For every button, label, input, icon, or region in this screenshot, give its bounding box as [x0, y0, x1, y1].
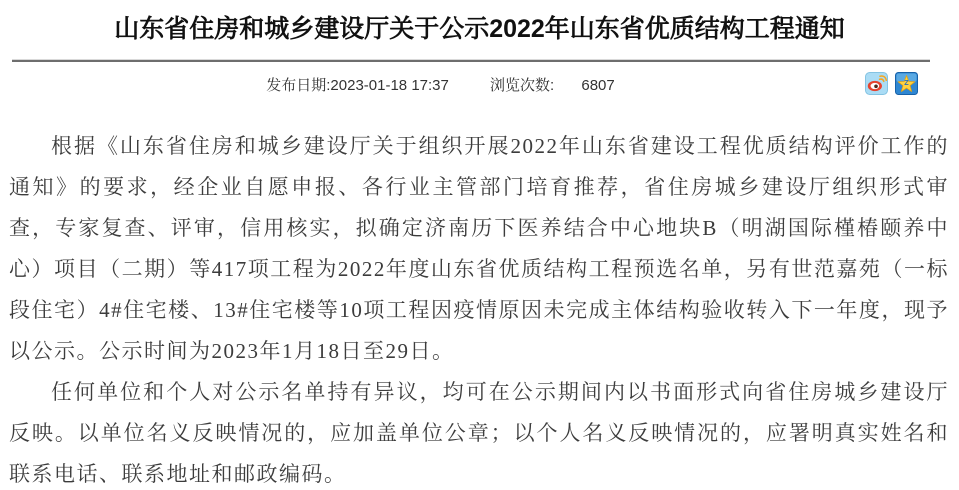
qzone-icon [895, 72, 918, 95]
notice-body [9, 126, 949, 490]
page-title: 山东省住房和城乡建设厅关于公示2022年山东省优质结构工程通知 [114, 15, 845, 43]
weibo-icon [865, 72, 888, 95]
view-count-label: 浏览次数: [490, 77, 555, 94]
notice-paragraph-2: 任何单位和个人对公示名单持有异议，均可在公示期间内以书面形式向省住房城乡建设厅反映。以单位名义反映情况的，应加盖单位公章；以个人名义反映情况的，应署明真实姓名和联系电话、联系地址和邮政编码。 [9, 380, 949, 486]
view-count-value: 6807 [581, 77, 615, 94]
meta-row [0, 73, 959, 99]
notice-paragraph-1: 根据《山东省住房和城乡建设厅关于组织开展2022年山东省建设工程优质结构评价工作的通知》的要求，经企业自愿申报、各行业主管部门培育推荐，省住房城乡建设厅组织形式审查，专家复查、评审，信用核实，拟确定济南历下医养结合中心地块B（明湖国际槿椿颐养中心）项目（二期）等417项工程为2022年度山东省优质结构工程预选名单，另有世范嘉苑（一标段住宅）4#住宅楼、13#住宅楼等10项工程因疫情原因未完成主体结构验收转入下一年度，现予以公示。公示时间为2023年1月18日至29日。 [9, 134, 949, 363]
svg-text:Z: Z [904, 79, 909, 88]
weibo-share-icon[interactable] [865, 72, 888, 95]
publish-date-label: 发布日期:2023-01-18 17:37 [266, 77, 449, 94]
title-divider [12, 59, 930, 62]
share-icons-group [865, 72, 918, 95]
meta-info [0, 73, 881, 99]
qzone-share-icon[interactable] [895, 72, 918, 95]
